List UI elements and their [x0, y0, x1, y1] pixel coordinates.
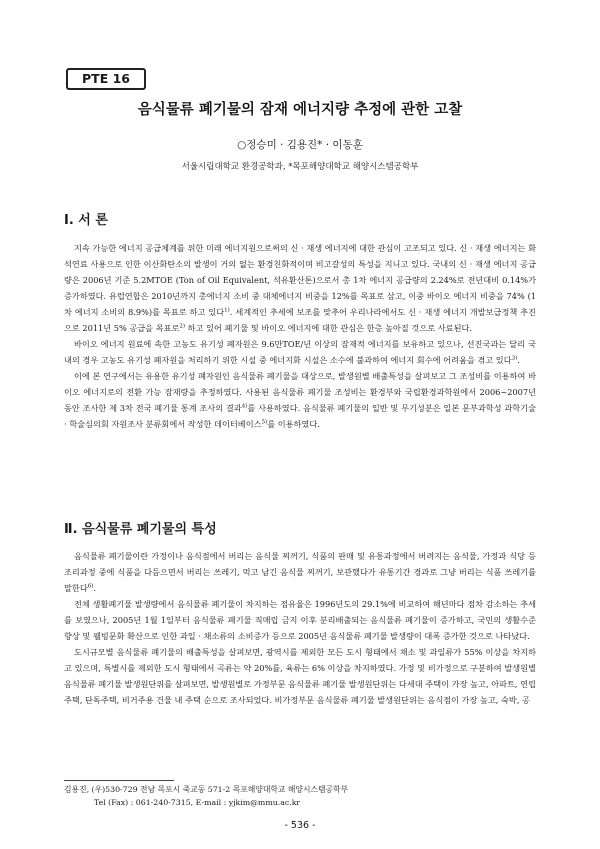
footnote — [64, 783, 348, 809]
paragraph: 음식물류 폐기물이란 가정이나 음식점에서 버리는 음식물 찌꺼기, 식품의 판매 및 유통과정에서 버려지는 음식물, 가정과 식당 등 조리과정 중에 식품을 다듬으면서 버리는 쓰레기, 먹고 남긴 음식물 찌꺼기, 보관했다가 유통기간 경과로 그냥 버리는 식품 쓰레기를 말한다$^{6)}$. — [64, 551, 536, 593]
paragraph: 이에 본 연구에서는 유용한 유기성 폐자원인 음식물류 폐기물을 대상으로, 발생원별 배출특성을 살펴보고 그 조성비를 이용하여 바이오 에너지로의 전환 가능 잠재량을 추정하였다. 사용된 음식물류 폐기물 조성비는 환경부와 국립환경과학원에서 2006~2007년 동안 조사한 제 3차 전국 폐기물 통계 조사의 결과$^{4)}$를 사용하였다. 음식물류 폐기물의 일반 및 무기성분은 일본 문부과학성 과학기술 · 학술심의회 자원조사 분류회에서 작성한 데이터베이스$^{5)}$를 이용하였다. — [64, 371, 536, 429]
authors: ○정승미 · 김용진* · 이동훈 — [237, 139, 363, 151]
paragraph: 도시규모별 음식물류 폐기물의 배출특성을 살펴보면, 광역시를 제외한 모든 도시 형태에서 채소 및 과일류가 55% 이상을 차지하고 있으며, 특별시를 제외한 도시 형태에서 곡류는 약 20%를, 육류는 6% 이상을 차지하였다. 가정 및 비가정으로 구분하여 발생원별 음식물류 폐기물 발생원단위를 살펴보면, 발생원별로 가정부문 음식물류 폐기물 발생원단위는 다세대 주택이 가장 높고, 아파트, 연립주택, 단독주택, 비거주용 건물 내 주택 순으로 조사되었다. 비가정부문 음식물류 폐기물 발생원단위는 음식점이 가장 높고, 숙박, 공 — [64, 647, 536, 705]
section-2-body — [64, 548, 536, 708]
section-2-heading: Ⅱ. 음식물류 폐기물의 특성 — [64, 522, 217, 537]
paragraph: 바이오 에너지 원료에 속한 고농도 유기성 폐자원은 9.6만TOE/년 이상의 잠재적 에너지를 보유하고 있으나, 선진국과는 달리 국내의 경우 고농도 유기성 폐자원을 처리하기 위한 시설 중 에너지화 시설은 소수에 불과하여 에너지 회수에 어려움을 겪고 있다$^{3)}$. — [64, 339, 536, 365]
section-1-body — [64, 240, 536, 432]
paper-title: 음식물류 폐기물의 잠재 에너지량 추정에 관한 고찰 — [137, 102, 463, 118]
footnote-address: 김용진, (우)530-729 전남 목포시 죽교동 571-2 목포해양대학교 해양시스템공학부 — [64, 785, 349, 794]
paragraph: 지속 가능한 에너지 공급체계를 위한 미래 에너지원으로써의 신 · 재생 에너지에 대한 관심이 고조되고 있다. 신 · 재생 에너지는 화석연료 사용으로 인한 이산화탄소의 발생이 거의 없는 환경친화적이며 비고갈성의 특성을 지니고 있다. 국내의 신 · 재생 에너지 공급량은 2006년 기준 5.2MTOE (Ton of Oil Equivalent, 석유환산톤)으로서 총 1차 에너지 공급량의 2.24%로 전년대비 0.14%가 증가하였다. 유럽연합은 2010년까지 총에너지 소비 중 대체에너지 비중을 12%를 목표로 삼고, 이중 바이오 에너지 비중을 74% (1차 에너지 소비의 8.9%)를 목표로 하고 있다$^{1)}$. 세계적인 추세에 보조를 맞추어 우리나라에서도 신 · 재생 에너지 개발보급정책 추진으로 2011년 5% 공급을 목표로$^{2)}$ 하고 있어 폐기물 및 바이오 에너지에 대한 관심은 한층 높아질 것으로 사료된다. — [64, 243, 536, 333]
paper-code-label: PTE 16 — [66, 68, 146, 90]
page-number: - 536 - — [284, 820, 316, 831]
affiliation: 서울시립대학교 환경공학과, *목포해양대학교 해양시스템공학부 — [181, 162, 419, 172]
footnote-contact: Tel (Fax) : 061-240-7315, E-mail : yjkim@mmu.ac.kr — [94, 798, 301, 807]
section-1-heading: Ⅰ. 서 론 — [64, 213, 108, 228]
footnote-divider — [64, 780, 174, 781]
paragraph: 전체 생활폐기물 발생량에서 음식물류 폐기물이 차지하는 점유율은 1996년도의 29.1%에 비교하여 해년마다 점차 감소하는 추세를 보였으나, 2005년 1월 1일부터 음식물류 폐기물 직매립 금지 이후 분리배출되는 음식물류 폐기물이 증가하고, 국민의 생활수준 향상 및 웰빙문화 확산으로 인한 과일 · 채소류의 소비증가 등으로 2005년 음식물류 폐기물 발생량이 대폭 증가한 것으로 나타났다. — [64, 599, 536, 641]
